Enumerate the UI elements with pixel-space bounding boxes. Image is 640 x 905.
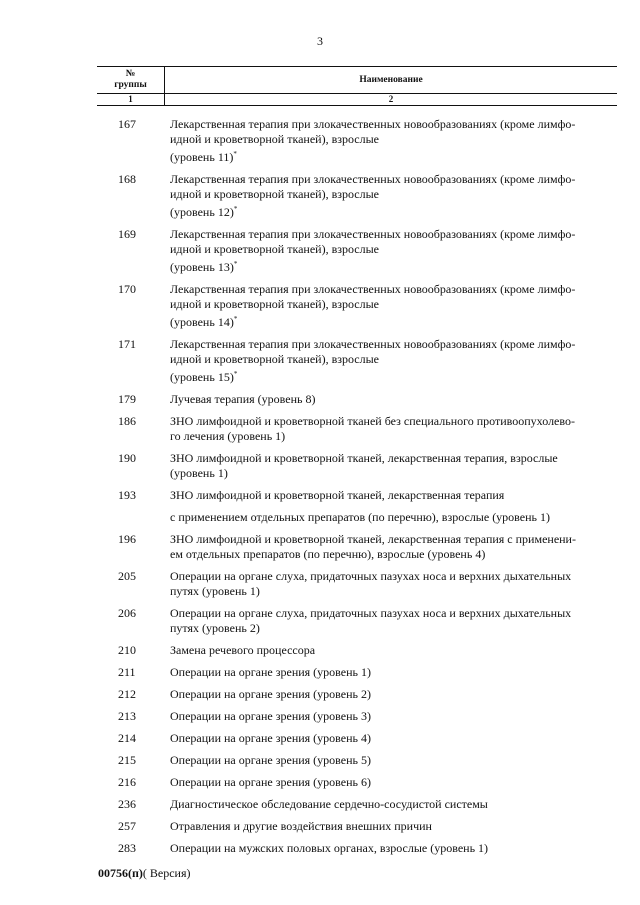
group-name (170, 337, 618, 385)
group-list (118, 117, 618, 863)
group-code: 170 (118, 282, 136, 296)
table-row (118, 731, 618, 746)
version-label: ( Версия) (142, 866, 191, 880)
group-name-text: Лучевая терапия (уровень 8) (170, 392, 316, 406)
group-name (170, 392, 618, 407)
page-number: 3 (317, 34, 323, 48)
group-code: 283 (118, 841, 136, 855)
group-name (170, 172, 618, 220)
group-name (170, 532, 618, 562)
group-name-text: Операции на органе зрения (уровень 1) (170, 665, 371, 679)
group-name (170, 797, 618, 812)
group-name-text: Лекарственная терапия при злокачественных новообразованиях (кроме лимфо- идной и кроветворной тканей), взрослые (уровень 13) (170, 227, 576, 274)
table-header (97, 66, 617, 106)
group-name (170, 451, 618, 481)
name-header: Наименование (359, 75, 423, 85)
group-name-text: Диагностическое обследование сердечно-сосудистой системы (170, 797, 488, 811)
group-name (170, 709, 618, 724)
group-name-text: ЗНО лимфоидной и кроветворной тканей без специального противоопухолево- го лечения (уровень 1) (170, 414, 575, 443)
table-row (118, 606, 618, 636)
group-code: 210 (118, 643, 136, 657)
footnote-mark: * (233, 205, 238, 213)
footnote-mark: * (233, 370, 238, 378)
group-code: 171 (118, 337, 136, 351)
table-row (118, 797, 618, 812)
group-code: 213 (118, 709, 136, 723)
group-name-text: Отравления и другие воздействия внешних причин (170, 819, 432, 833)
group-name-text: Лекарственная терапия при злокачественных новообразованиях (кроме лимфо- идной и кроветворной тканей), взрослые (уровень 14) (170, 282, 576, 329)
footer (98, 866, 191, 881)
group-name (170, 227, 618, 275)
group-code: 216 (118, 775, 136, 789)
group-name (170, 775, 618, 790)
group-name-text: Операции на органе зрения (уровень 5) (170, 753, 371, 767)
group-name-text: Операции на мужских половых органах, взрослые (уровень 1) (170, 841, 489, 855)
table-row (118, 532, 618, 562)
table-row (118, 687, 618, 702)
table-row (118, 282, 618, 330)
group-name (170, 569, 618, 599)
group-code: 257 (118, 819, 136, 833)
table-row (118, 227, 618, 275)
group-name-text: с применением отдельных препаратов (по перечню), взрослые (уровень 1) (170, 510, 550, 524)
group-name (170, 687, 618, 702)
group-name-text: ЗНО лимфоидной и кроветворной тканей, лекарственная терапия (170, 488, 505, 502)
table-row (118, 172, 618, 220)
column-index-1: 1 (97, 94, 165, 105)
group-code: 169 (118, 227, 136, 241)
table-row (118, 569, 618, 599)
group-name-text: Операции на органе слуха, придаточных пазухах носа и верхних дыхательных путях (уровень 2) (170, 606, 572, 635)
group-code: 236 (118, 797, 136, 811)
group-name (170, 117, 618, 165)
group-name-text: Операции на органе слуха, придаточных пазухах носа и верхних дыхательных путях (уровень 1) (170, 569, 572, 598)
group-name (170, 731, 618, 746)
group-name (170, 841, 618, 856)
group-number-symbol: № (125, 69, 136, 79)
table-header-indexes (97, 94, 617, 105)
group-code: 212 (118, 687, 136, 701)
group-code: 193 (118, 488, 136, 502)
table-row (118, 510, 618, 525)
table-row (118, 753, 618, 768)
table-row (118, 841, 618, 856)
table-row (118, 414, 618, 444)
column-index-2: 2 (388, 94, 394, 104)
table-row (118, 117, 618, 165)
table-row (118, 488, 618, 503)
group-code: 167 (118, 117, 136, 131)
group-code: 214 (118, 731, 136, 745)
group-name-text: Операции на органе зрения (уровень 3) (170, 709, 371, 723)
group-name (170, 414, 618, 444)
table-row (118, 709, 618, 724)
table-row (118, 643, 618, 658)
group-name (170, 819, 618, 834)
table-header-titles (97, 67, 617, 94)
table-row (118, 337, 618, 385)
group-name-text: ЗНО лимфоидной и кроветворной тканей, лекарственная терапия, взрослые (уровень 1) (170, 451, 558, 480)
group-name-text: ЗНО лимфоидной и кроветворной тканей, лекарственная терапия с применени- ем отдельных препаратов (по перечню), взрослые (уровень 4) (170, 532, 576, 561)
table-row (118, 392, 618, 407)
group-name-text: Замена речевого процессора (170, 643, 316, 657)
table-row (118, 775, 618, 790)
footnote-mark: * (233, 150, 237, 158)
group-name (170, 510, 618, 525)
group-name (170, 606, 618, 636)
group-code: 196 (118, 532, 136, 546)
footnote-mark: * (233, 315, 238, 323)
group-name-text: Лекарственная терапия при злокачественных новообразованиях (кроме лимфо- идной и кроветворной тканей), взрослые (уровень 12) (170, 172, 576, 219)
group-code: 168 (118, 172, 136, 186)
group-name-text: Лекарственная терапия при злокачественных новообразованиях (кроме лимфо- идной и кроветворной тканей), взрослые (уровень 15) (170, 337, 576, 384)
group-code: 215 (118, 753, 136, 767)
group-code: 205 (118, 569, 136, 583)
group-name (170, 488, 618, 503)
document-code: 00756(п) (98, 866, 143, 880)
table-row (118, 819, 618, 834)
group-name (170, 643, 618, 658)
group-name-text: Операции на органе зрения (уровень 2) (170, 687, 371, 701)
group-code: 211 (118, 665, 136, 679)
footnote-mark: * (233, 260, 238, 268)
group-code: 179 (118, 392, 136, 406)
table-row (118, 451, 618, 481)
group-code (118, 510, 170, 525)
group-name (170, 665, 618, 680)
group-name (170, 753, 618, 768)
group-code: 186 (118, 414, 136, 428)
group-name-text: Операции на органе зрения (уровень 4) (170, 731, 371, 745)
group-number-label: группы (114, 80, 147, 90)
group-code: 190 (118, 451, 136, 465)
group-number-header (97, 67, 165, 93)
table-row (118, 665, 618, 680)
group-name-text: Операции на органе зрения (уровень 6) (170, 775, 371, 789)
group-name-text: Лекарственная терапия при злокачественных новообразованиях (кроме лимфо- идной и кроветворной тканей), взрослые (уровень 11) (170, 117, 576, 164)
group-name (170, 282, 618, 330)
group-code: 206 (118, 606, 136, 620)
